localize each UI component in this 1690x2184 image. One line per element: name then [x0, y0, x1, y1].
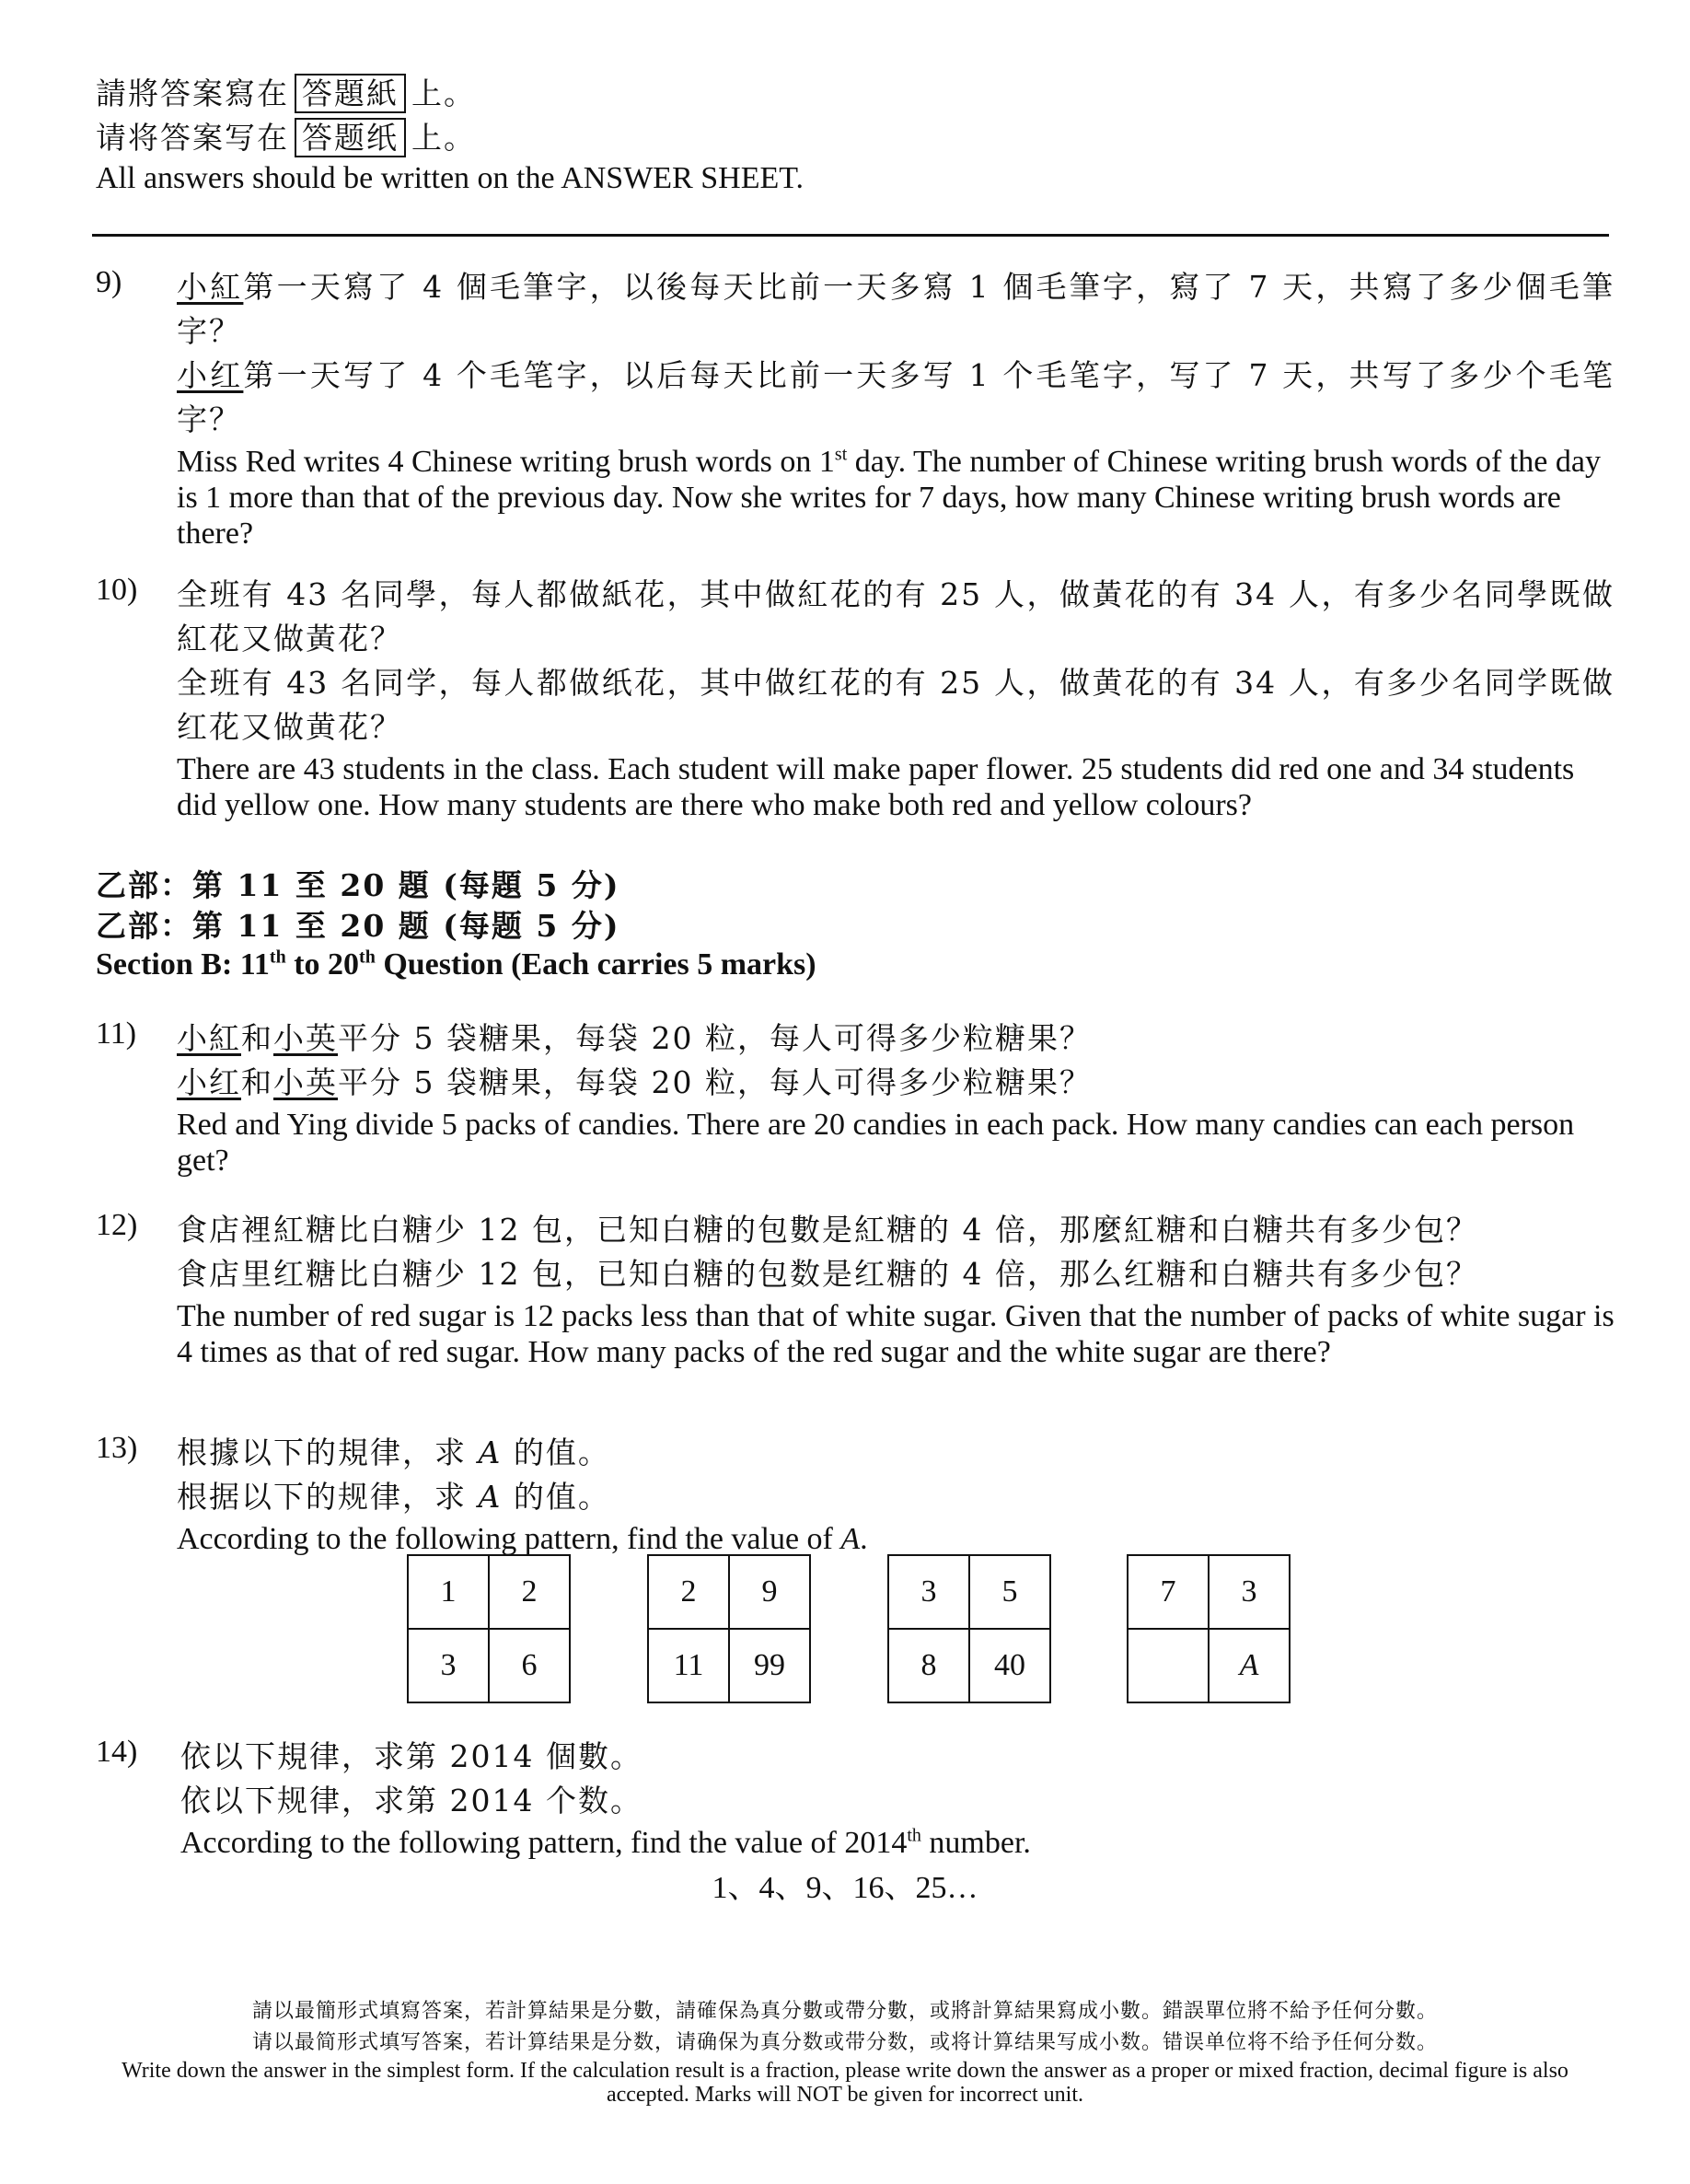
question-text-simp [177, 354, 1615, 442]
question-text: Miss Red writes 4 Chinese writing brush words on 1 [177, 445, 835, 479]
section-b-trad: 乙部：第 11 至 20 題 (每題 5 分) [96, 867, 620, 903]
grid-cell: 9 [729, 1555, 810, 1629]
instruction-simp-end: 上。 [411, 120, 476, 156]
question-11 [96, 1016, 1615, 1179]
question-text-simp: 依以下规律，求第 2014 个数。 [180, 1783, 642, 1818]
ordinal-suffix: th [269, 947, 286, 968]
question-text-trad [177, 265, 1615, 354]
ordinal-suffix: th [907, 1825, 921, 1846]
pattern-grid-4 [1127, 1554, 1291, 1703]
pattern-grid-1 [407, 1554, 571, 1703]
instruction-trad [96, 72, 804, 116]
question-text-en [177, 1521, 1615, 1557]
question-text: . [860, 1522, 868, 1556]
grid-cell: 2 [648, 1555, 729, 1629]
question-number: 12) [96, 1208, 138, 1242]
question-number: 13) [96, 1431, 138, 1465]
question-text: day. The number of Chinese writing brush words of the day is 1 more than that of the previous day. Now she writes for 7 days, how many Chinese writing brush words are there? [177, 445, 1601, 551]
grid-cell: 6 [489, 1629, 570, 1702]
question-12 [96, 1208, 1615, 1370]
conjunction: 和 [241, 1064, 273, 1100]
question-text-simp [177, 1061, 1615, 1105]
instruction-trad-end: 上。 [411, 76, 476, 111]
question-text-trad [177, 1016, 1615, 1061]
question-9 [96, 265, 1615, 552]
variable-a: A [478, 1479, 503, 1515]
variable-a: A [840, 1522, 861, 1556]
section-b-text: Question (Each carries 5 marks) [375, 947, 816, 982]
section-b-text: Section B: 11 [96, 947, 270, 982]
question-text: 第一天写了 4 个毛笔字，以后每天比前一天多写 1 个毛笔字，写了 7 天，共写了多少个毛笔字？ [177, 357, 1615, 437]
question-number: 10) [96, 573, 138, 607]
section-b-heading [96, 865, 816, 982]
grid-cell: 8 [888, 1629, 969, 1702]
question-text: 根據以下的規律，求 [177, 1435, 479, 1470]
question-text-trad: 依以下規律，求第 2014 個數。 [180, 1738, 642, 1774]
grid-cell: 11 [648, 1629, 729, 1702]
number-sequence: 1、4、9、16、25… [712, 1871, 978, 1905]
answer-sheet-box-trad: 答題紙 [295, 74, 406, 113]
conjunction: 和 [241, 1020, 273, 1056]
grid-cell [1128, 1629, 1209, 1702]
instruction-simp [96, 116, 804, 160]
section-b-simp: 乙部：第 11 至 20 题 (每题 5 分) [96, 908, 620, 944]
question-text-trad [177, 1431, 1615, 1475]
question-text: 的值。 [502, 1479, 610, 1515]
section-b-en [96, 947, 816, 982]
answer-sheet-box-simp: 答题纸 [295, 118, 406, 157]
grid-cell: 40 [969, 1629, 1050, 1702]
question-text-en: The number of red sugar is 12 packs less than that of white sugar. Given that the number of packs of white sugar is 4 times as that of red sugar. How many packs of the red sugar and the white sugar are there? [177, 1299, 1615, 1369]
question-number: 11) [96, 1016, 137, 1051]
question-text: 根据以下的规律，求 [177, 1479, 479, 1515]
footer-note [92, 1996, 1598, 2107]
question-13 [96, 1431, 1615, 1557]
name-underlined: 小英 [273, 1064, 338, 1100]
grid-cell: 99 [729, 1629, 810, 1702]
footer-en: Write down the answer in the simplest form. If the calculation result is a fraction, please write down the answer as a proper or mixed fraction, decimal figure is also accepted. Marks will NOT be given for incorrect unit. [122, 2059, 1568, 2107]
instructions-header [96, 72, 804, 196]
variable-a: A [478, 1435, 503, 1470]
instruction-trad-text: 請將答案寫在 [96, 76, 289, 111]
ordinal-suffix: st [834, 444, 848, 465]
grid-cell: 3 [888, 1555, 969, 1629]
grid-cell: 2 [489, 1555, 570, 1629]
question-number: 14) [96, 1735, 138, 1769]
grid-cell-variable: A [1209, 1629, 1290, 1702]
question-text: According to the following pattern, find the value of 2014 [180, 1826, 908, 1860]
question-text-simp: 食店里红糖比白糖少 12 包，已知白糖的包数是红糖的 4 倍，那么红糖和白糖共有多少包？ [177, 1256, 1478, 1292]
instruction-simp-text: 请将答案写在 [96, 120, 289, 156]
question-text: 的值。 [502, 1435, 610, 1470]
question-text-en: There are 43 students in the class. Each student will make paper flower. 25 students did red one and 34 students did yellow one. How many students are there who make both red and yellow colours? [177, 752, 1575, 822]
question-text-en [180, 1825, 1615, 1861]
name-underlined: 小红 [177, 357, 244, 393]
question-text-trad: 食店裡紅糖比白糖少 12 包，已知白糖的包數是紅糖的 4 倍，那麼紅糖和白糖共有多少包？ [177, 1212, 1478, 1248]
grid-cell: 7 [1128, 1555, 1209, 1629]
question-text: 平分 5 袋糖果，每袋 20 粒，每人可得多少粒糖果？ [338, 1064, 1092, 1100]
name-underlined: 小紅 [177, 269, 244, 305]
question-text-simp: 全班有 43 名同学，每人都做纸花，其中做红花的有 25 人，做黄花的有 34 人，有多少名同学既做红花又做黄花？ [177, 665, 1615, 745]
grid-cell: 5 [969, 1555, 1050, 1629]
grid-cell: 3 [408, 1629, 489, 1702]
name-underlined: 小紅 [177, 1020, 241, 1056]
question-text: According to the following pattern, find the value of [177, 1522, 841, 1556]
name-underlined: 小红 [177, 1064, 241, 1100]
question-text-simp [177, 1475, 1615, 1519]
question-text: 平分 5 袋糖果，每袋 20 粒，每人可得多少粒糖果？ [338, 1020, 1092, 1056]
question-number: 9) [96, 265, 122, 299]
question-text-en: Red and Ying divide 5 packs of candies. There are 20 candies in each pack. How many candies can each person get? [177, 1108, 1575, 1178]
section-b-text: to 20 [285, 947, 360, 982]
question-14 [96, 1735, 1615, 1861]
question-text-trad: 全班有 43 名同學，每人都做紙花，其中做紅花的有 25 人，做黃花的有 34 人，有多少名同學既做紅花又做黃花？ [177, 576, 1615, 656]
instruction-en: All answers should be written on the ANSWER SHEET. [96, 161, 804, 195]
name-underlined: 小英 [273, 1020, 338, 1056]
grid-cell: 1 [408, 1555, 489, 1629]
pattern-grid-3 [887, 1554, 1051, 1703]
question-text: 第一天寫了 4 個毛筆字，以後每天比前一天多寫 1 個毛筆字，寫了 7 天，共寫了多少個毛筆字？ [177, 269, 1615, 349]
grid-cell: 3 [1209, 1555, 1290, 1629]
question-text-en [177, 444, 1615, 552]
footer-simp: 请以最简形式填写答案，若计算结果是分数，请确保为真分数或带分数，或将计算结果写成小数。错误单位将不给予任何分数。 [251, 2031, 1438, 2054]
pattern-grid-2 [647, 1554, 811, 1703]
question-text: number. [920, 1826, 1031, 1860]
ordinal-suffix: th [359, 947, 376, 968]
question-10 [96, 573, 1615, 823]
footer-trad: 請以最簡形式填寫答案，若計算結果是分數，請確保為真分數或帶分數，或將計算結果寫成小數。錯誤單位將不給予任何分數。 [251, 2000, 1438, 2023]
header-divider [92, 234, 1609, 237]
